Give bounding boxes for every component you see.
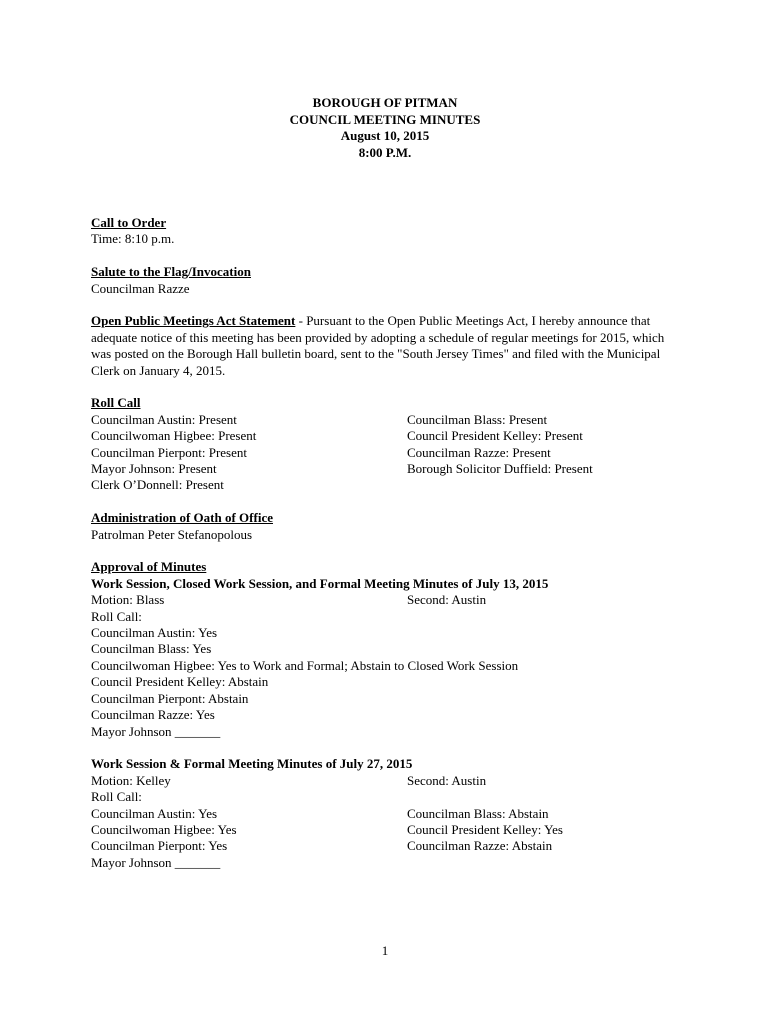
roll-call-entry: Borough Solicitor Duffield: Present [407, 461, 593, 477]
roll-call-entry: Councilman Pierpont: Present [91, 444, 247, 460]
vote-entry: Councilman Pierpont: Yes [91, 838, 228, 854]
roll-call-label: Roll Call: [91, 789, 142, 805]
second: Second: Austin [407, 772, 487, 788]
vote-columns [91, 806, 681, 872]
section-opma [91, 313, 681, 379]
roll-call-columns [91, 412, 681, 494]
vote-entry: Councilman Austin: Yes [91, 625, 218, 641]
roll-call-right [407, 412, 681, 494]
section-minutes [91, 559, 681, 739]
document-header [0, 95, 770, 161]
oath-name: Patrolman Peter Stefanopolous [91, 526, 253, 542]
vote-entry: Council President Kelley: Yes [407, 821, 563, 837]
page-number: 1 [381, 943, 389, 958]
vote-entry: Councilman Austin: Yes [91, 805, 218, 821]
document-body [91, 215, 681, 888]
section-title: Salute to the Flag/Invocation [91, 264, 251, 280]
vote-entry: Councilman Blass: Abstain [407, 805, 549, 821]
section-oath [91, 510, 681, 543]
section-title: Roll Call [91, 395, 141, 411]
roll-call-entry: Clerk O’Donnell: Present [91, 477, 224, 493]
header-title: COUNCIL MEETING MINUTES [289, 111, 481, 127]
roll-call-entry: Councilwoman Higbee: Present [91, 428, 257, 444]
roll-call-label: Roll Call: [91, 608, 142, 624]
minutes-item-title: Work Session, Closed Work Session, and Formal Meeting Minutes of July 13, 2015 [91, 575, 549, 591]
second: Second: Austin [407, 592, 487, 608]
motion: Motion: Blass [91, 592, 165, 608]
section-roll-call [91, 395, 681, 493]
roll-call-entry: Mayor Johnson: Present [91, 461, 217, 477]
roll-call-entry: Councilman Blass: Present [407, 411, 548, 427]
salute-by: Councilman Razze [91, 280, 190, 296]
call-to-order-time: Time: 8:10 p.m. [91, 231, 175, 247]
vote-entry: Councilwoman Higbee: Yes to Work and Formal; Abstain to Closed Work Session [91, 657, 519, 673]
vote-entry: Councilman Pierpont: Abstain [91, 690, 249, 706]
roll-call-left [91, 412, 407, 494]
section-title: Administration of Oath of Office [91, 510, 273, 526]
header-borough: BOROUGH OF PITMAN [312, 95, 458, 110]
roll-call-entry: Councilman Austin: Present [91, 411, 237, 427]
vote-entry: Councilman Razze: Abstain [407, 838, 553, 854]
minutes-item-title: Work Session & Formal Meeting Minutes of July 27, 2015 [91, 756, 413, 772]
motion-row [91, 592, 681, 608]
header-time: 8:00 P.M. [358, 144, 412, 160]
section-title: Open Public Meetings Act Statement [91, 313, 296, 329]
vote-entry: Councilman Blass: Yes [91, 641, 212, 657]
header-date: August 10, 2015 [340, 128, 430, 143]
section-call-to-order [91, 215, 681, 248]
vote-entry: Council President Kelley: Abstain [91, 674, 269, 690]
vote-entry: Mayor Johnson _______ [91, 854, 221, 870]
section-title: Approval of Minutes [91, 559, 207, 575]
motion: Motion: Kelley [91, 772, 171, 788]
vote-entry: Councilwoman Higbee: Yes [91, 821, 237, 837]
vote-entry: Councilman Razze: Yes [91, 707, 215, 723]
section-minutes-item2 [91, 756, 681, 871]
motion-row [91, 773, 681, 789]
opma-statement: - Pursuant to the Open Public Meetings Act, I hereby announce that adequate notice of this meeting has been provided by adopting a schedule of regular meetings for 2015, which was posted on the Borough Hall bulletin board, sent to the "South Jersey Times" and filed with the Municipal Clerk on January 4, 2015. [91, 313, 665, 378]
section-salute [91, 264, 681, 297]
section-title: Call to Order [91, 215, 167, 230]
roll-call-entry: Council President Kelley: Present [407, 428, 583, 444]
vote-left [91, 806, 407, 872]
roll-call-entry: Councilman Razze: Present [407, 444, 551, 460]
vote-right [407, 806, 681, 872]
vote-entry: Mayor Johnson _______ [91, 723, 221, 739]
